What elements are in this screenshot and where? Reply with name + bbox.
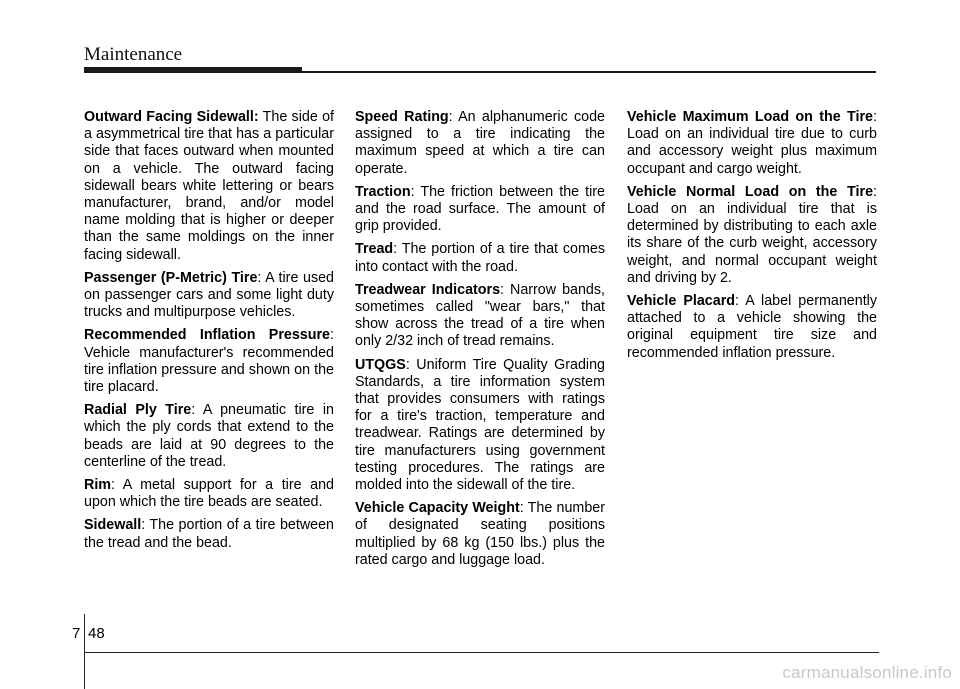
glossary-definition: : Load on an individual tire that is determined by distributing to each axle its share of the curb weight, accessory weight, and normal occupant weight and driving by 2. xyxy=(627,183,877,286)
header-rule-thick xyxy=(84,67,302,73)
glossary-term: Outward Facing Sidewall: xyxy=(84,109,259,125)
glossary-definition: : Uniform Tire Quality Grading Standards, a tire information system that provides consumers with ratings for a tire's traction, temperature and treadwear. Ratings are determined by tire manufacturers using government testing procedures. The ratings are molded into the sidewall of the tire. xyxy=(355,356,605,494)
chapter-number: 7 xyxy=(72,625,81,642)
glossary-entry xyxy=(84,517,334,551)
glossary-definition: : Vehicle manufacturer's recommended tire inflation pressure and shown on the tire placard. xyxy=(84,327,334,396)
glossary-column-1 xyxy=(84,109,334,558)
glossary-entry xyxy=(355,357,605,495)
section-title: Maintenance xyxy=(84,44,183,65)
glossary-term: Speed Rating xyxy=(355,109,449,125)
glossary-definition: : A tire used on passenger cars and some light duty trucks and multipurpose vehicles. xyxy=(84,269,334,321)
glossary-column-3 xyxy=(627,109,877,368)
glossary-definition: The side of a asymmetrical tire that has a particular side that faces outward when mounted on a vehicle. The outward facing sidewall bears white lettering or bears manufacturer, brand, and/or model name molding that is higher or deeper than the same moldings on the inner facing sidewall. xyxy=(84,109,334,263)
glossary-entry xyxy=(84,109,334,264)
glossary-definition: : Narrow bands, sometimes called "wear bars," that show across the tread of a tire when only 2/32 inch of tread remains. xyxy=(355,281,605,350)
glossary-term: UTQGS xyxy=(355,356,406,373)
glossary-definition: : The number of designated seating positions multiplied by 68 kg (150 lbs.) plus the rated cargo and luggage load. xyxy=(355,500,605,568)
glossary-entry xyxy=(627,109,877,178)
glossary-entry xyxy=(355,184,605,236)
glossary-term: Passenger (P-Metric) Tire xyxy=(84,269,258,286)
glossary-term: Vehicle Capacity Weight xyxy=(355,500,520,517)
glossary-definition: : An alphanumeric code assigned to a tire indicating the maximum speed at which a tire can operate. xyxy=(355,109,606,177)
glossary-entry xyxy=(84,270,334,322)
header-rule-thin xyxy=(302,71,876,73)
glossary-entry xyxy=(84,402,334,471)
glossary-definition: : A metal support for a tire and upon which the tire beads are seated. xyxy=(84,477,334,511)
glossary-entry xyxy=(84,477,334,511)
glossary-entry xyxy=(627,293,877,362)
watermark: carmanualsonline.info xyxy=(782,663,952,682)
glossary-definition: : The portion of a tire that comes into contact with the road. xyxy=(355,241,605,275)
glossary-term: Vehicle Maximum Load on the Tire xyxy=(627,109,874,125)
glossary-term: Sidewall xyxy=(84,517,142,534)
footer-horizontal-rule xyxy=(84,652,879,653)
glossary-term: Vehicle Normal Load on the Tire xyxy=(627,183,874,200)
glossary-entry xyxy=(355,282,605,351)
glossary-definition: : A label permanently attached to a vehicle showing the original equipment tire size and recommended inflation pressure. xyxy=(627,293,877,361)
glossary-entry xyxy=(355,241,605,275)
glossary-term: Traction xyxy=(355,183,411,200)
glossary-entry xyxy=(355,500,605,569)
glossary-term: Rim xyxy=(84,477,112,494)
glossary-definition: : A pneumatic tire in which the ply cords that extend to the beads are laid at 90 degrees to the centerline of the tread. xyxy=(84,402,334,470)
glossary-definition: : The portion of a tire between the tread and the bead. xyxy=(84,517,334,551)
glossary-term: Treadwear Indicators xyxy=(355,281,501,298)
glossary-entry xyxy=(627,184,877,287)
glossary-term: Tread xyxy=(355,241,394,258)
glossary-column-2 xyxy=(355,109,605,575)
glossary-term: Vehicle Placard xyxy=(627,293,735,310)
glossary-term: Radial Ply Tire xyxy=(84,402,192,419)
glossary-entry xyxy=(355,109,605,178)
glossary-entry xyxy=(84,327,334,396)
glossary-definition: : Load on an individual tire due to curb and accessory weight plus maximum occupant and cargo weight. xyxy=(627,109,877,177)
page-number: 48 xyxy=(88,625,105,642)
glossary-term: Recommended Inflation Pressure xyxy=(84,327,331,344)
glossary-definition: : The friction between the tire and the road surface. The amount of grip provided. xyxy=(355,183,605,235)
